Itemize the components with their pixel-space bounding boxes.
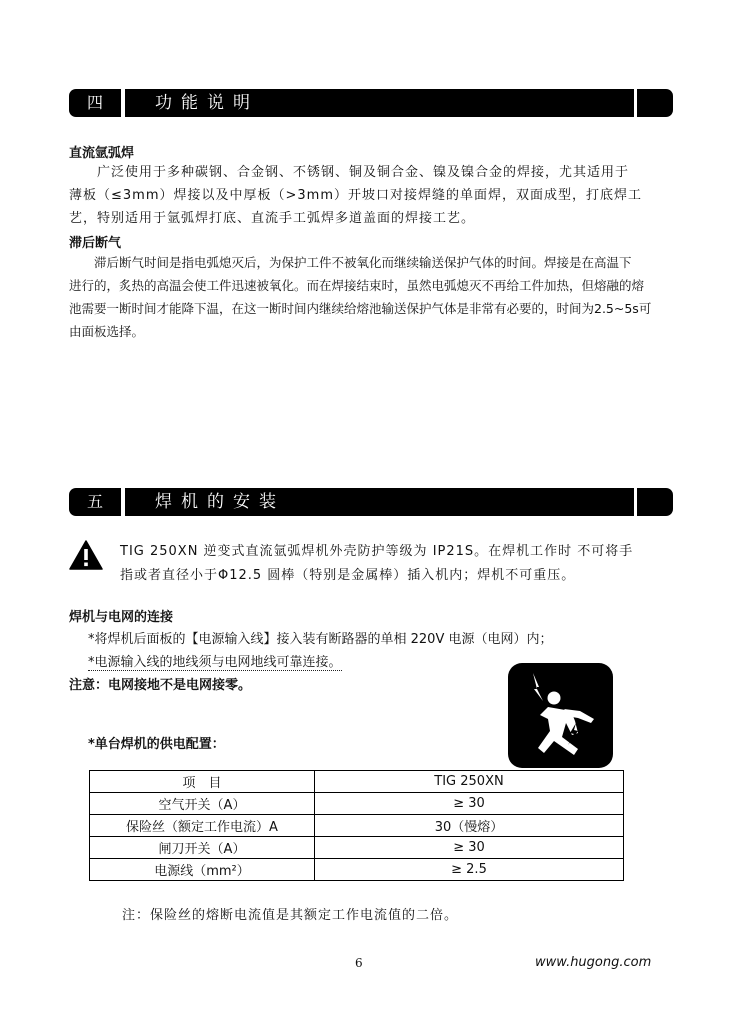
table-row (90, 815, 624, 837)
section-5-cap (637, 488, 673, 516)
dc-tig-heading: 直流氩弧焊 (69, 146, 135, 161)
grid-notice: 注意：电网接地不是电网接零。 (69, 678, 252, 693)
table-row (90, 859, 624, 881)
table-header-row (90, 771, 624, 793)
paragraph-line: 薄板（≤3mm）焊接以及中厚板（>3mm）开坡口对接焊缝的单面焊，双面成型，打底焊工 (69, 188, 642, 203)
table-cell: 30（慢熔） (315, 815, 624, 837)
warning-line-2: 指或者直径小于Φ12.5 圆棒（特别是金属棒）插入机内；焊机不可重压。 (120, 568, 576, 583)
section-4-number: 四 (69, 89, 121, 117)
section-4-title: 功能说明 (125, 89, 634, 117)
paragraph-line: 滞后断气时间是指电弧熄灭后，为保护工件不被氧化而继续输送保护气体的时间。焊接是在高温下 (69, 255, 632, 270)
fuse-note: 注：保险丝的熔断电流值是其额定工作电流值的二倍。 (122, 908, 459, 923)
table-cell: ≥ 2.5 (315, 859, 624, 881)
connection-item-1: *将焊机后面板的【电源输入线】接入装有断路器的单相 220V 电源（电网）内； (88, 632, 553, 647)
warning-text (120, 540, 633, 588)
paragraph-line: 艺，特别适用于氩弧焊打底、直流手工弧焊多道盖面的焊接工艺。 (69, 211, 476, 226)
dc-tig-paragraph (69, 161, 669, 230)
table-cell: 电源线（mm²） (90, 859, 315, 881)
post-flow-paragraph (69, 251, 669, 343)
paragraph-line: 进行的，炙热的高温会使工件迅速被氧化。而在焊接结束时，虽然电弧熄灭不再给工件加热，但熔融的熔 (69, 278, 645, 293)
paragraph-line: 由面板选择。 (69, 324, 145, 339)
post-flow-heading: 滞后断气 (69, 236, 122, 251)
table-header-cell: TIG 250XN (315, 771, 624, 793)
section-4-banner (69, 89, 673, 117)
section-5-number: 五 (69, 488, 121, 516)
paragraph-line: 池需要一断时间才能降下温，在这一断时间内继续给熔池输送保护气体是非常有必要的，时间为2.5~5s可 (69, 301, 652, 316)
table-cell: ≥ 30 (315, 793, 624, 815)
warning-line-1: TIG 250XN 逆变式直流氩弧焊机外壳防护等级为 IP21S。在焊机工作时 不可将手 (120, 544, 634, 559)
paragraph-line: 广泛使用于多种碳钢、合金钢、不锈钢、铜及铜合金、镍及镍合金的焊接，尤其适用于 (69, 165, 630, 180)
grid-connection-items (88, 628, 552, 674)
table-cell: 空气开关（A） (90, 793, 315, 815)
website-link[interactable]: www.hugong.com (535, 955, 652, 970)
electric-shock-icon (508, 663, 613, 768)
section-5-title: 焊机的安装 (125, 488, 634, 516)
table-cell: ≥ 30 (315, 837, 624, 859)
section-4-cap (637, 89, 673, 117)
table-header-cell: 项 目 (90, 771, 315, 793)
power-config-table (89, 770, 624, 881)
table-cell: 保险丝（额定工作电流）A (90, 815, 315, 837)
page-number: 6 (355, 956, 363, 970)
section-5-banner (69, 488, 673, 516)
warning-triangle-icon (69, 540, 103, 570)
grid-connection-heading: 焊机与电网的连接 (69, 610, 174, 625)
connection-item-2: *电源输入线的地线须与电网地线可靠连接。 (88, 655, 342, 670)
table-cell: 闸刀开关（A） (90, 837, 315, 859)
power-config-caption: *单台焊机的供电配置： (88, 737, 225, 752)
table-row (90, 837, 624, 859)
table-row (90, 793, 624, 815)
